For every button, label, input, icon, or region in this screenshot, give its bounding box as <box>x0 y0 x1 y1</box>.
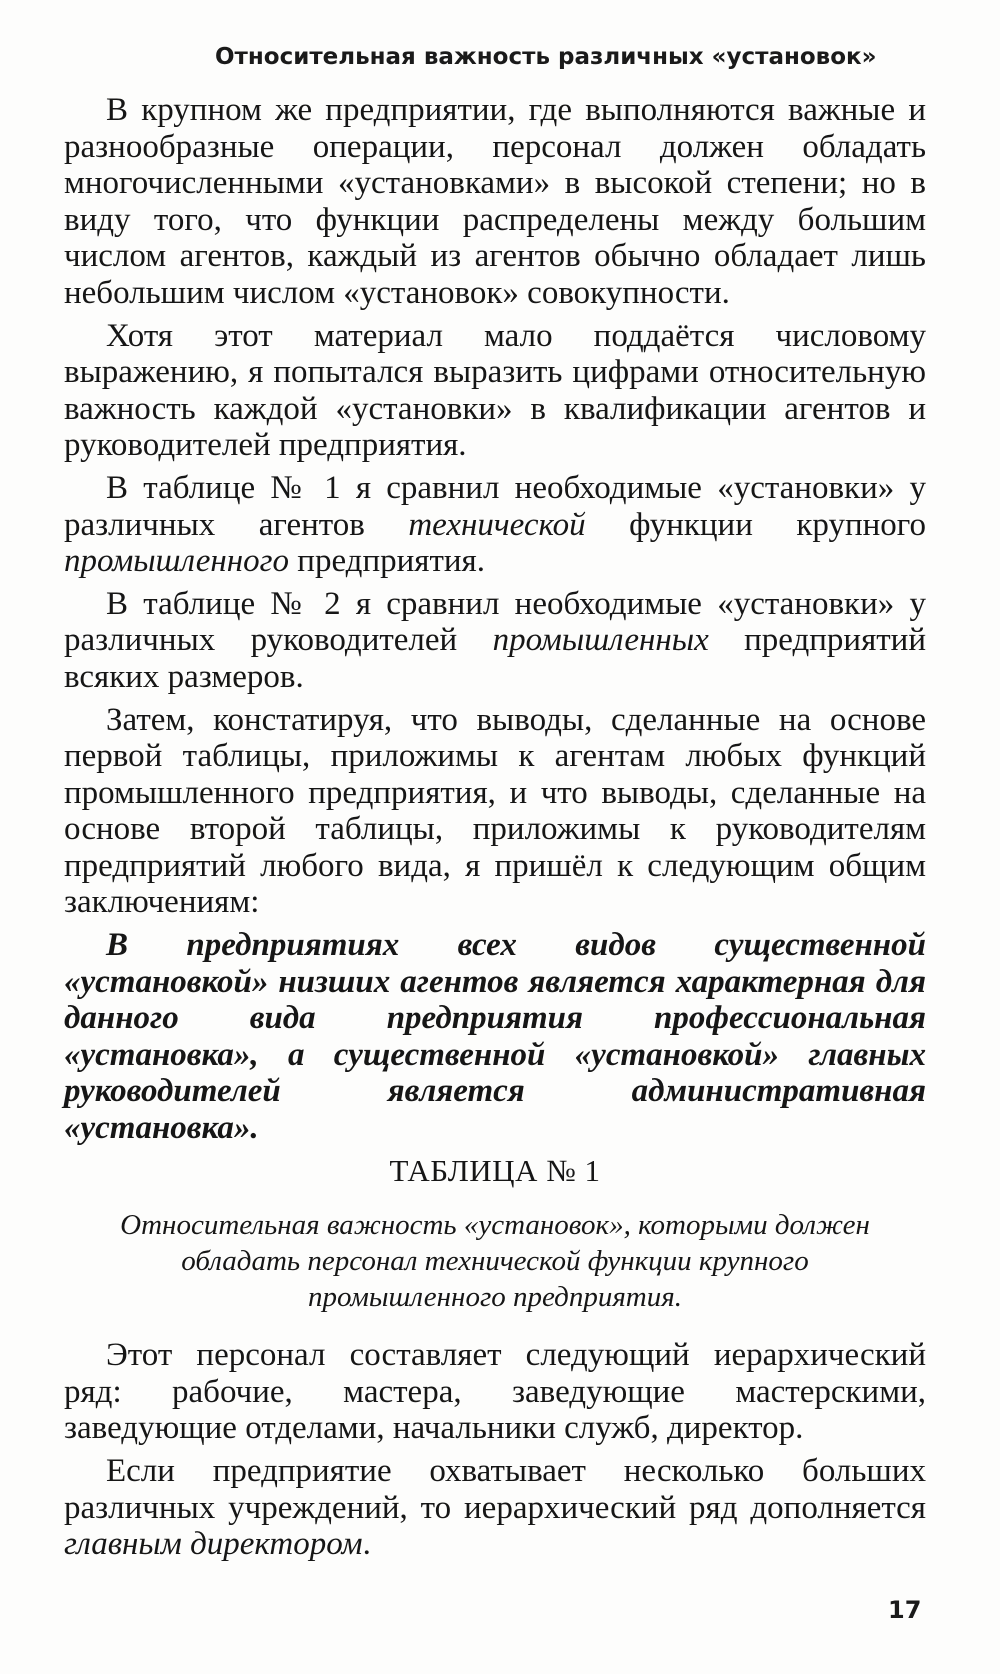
paragraph-4-text-c: предприятий всяких размеров. <box>64 622 926 695</box>
paragraph-3-text-c: функции крупного <box>585 506 926 543</box>
paragraph-3-italic-technical: технической <box>408 506 586 543</box>
paragraph-8 <box>64 1453 926 1563</box>
paragraph-4-italic-industrial: промышленных <box>492 622 709 659</box>
paragraph-8-text-a: Если предприятие охватывает несколько больших различных учреждений, то иерархический ряд дополняется <box>64 1453 926 1526</box>
table-caption: Относительная важность «установок», которыми должен обладать персонал технической функции крупного промышленного предприятия. <box>120 1209 870 1314</box>
paragraph-8-italic-director: главным директором <box>64 1526 363 1563</box>
paragraph-8-text-c: . <box>362 1526 371 1563</box>
paragraph-4 <box>64 586 926 696</box>
paragraph-3-text-a: В таблице № 1 я сравнил необходимые «установки» у различных агентов <box>64 469 926 543</box>
body-text <box>64 92 926 1563</box>
page-number: 17 <box>888 1596 922 1624</box>
paragraph-2: Хотя этот материал мало поддаётся числовому выражению, я попытался выразить цифрами относительную важность каждой «установки» в квалификации агентов и руководителей предприятия. <box>64 317 926 464</box>
paragraph-1: В крупном же предприятии, где выполняются важные и разнообразные операции, персонал должен обладать многочисленными «установками» в высокой степени; но в виду того, что функции распределены между большим числом агентов, каждый из агентов обычно обладает лишь небольшим числом «установок» совокупности. <box>64 92 926 311</box>
paragraph-3 <box>64 470 926 580</box>
paragraph-3-text-e: предприятия. <box>289 543 485 580</box>
conclusion-paragraph: В предприятиях всех видов существенной «установкой» низших агентов является характерная для данного вида предприятия профессиональная «установка», а существенной «установкой» главных руководителей является административная «установка». <box>64 927 926 1147</box>
paragraph-5: Затем, констатируя, что выводы, сделанные на основе первой таблицы, приложимы к агентам любых функций промышленного предприятия, и что выводы, сделанные на основе второй таблицы, приложимы к руководителям предприятий любого вида, я пришёл к следующим общим заключениям: <box>64 701 926 921</box>
paragraph-3-italic-industrial: промышленного <box>64 543 290 580</box>
paragraph-7: Этот персонал составляет следующий иерархический ряд: рабочие, мастера, заведующие мастерскими, заведующие отделами, начальники служб, директор. <box>64 1337 926 1447</box>
paragraph-4-text-a: В таблице № 2 я сравнил необходимые «установки» у различных руководителей <box>64 585 926 659</box>
running-head: Относительная важность различных «установок» <box>215 44 877 70</box>
table-title: ТАБЛИЦА № 1 <box>389 1152 601 1188</box>
